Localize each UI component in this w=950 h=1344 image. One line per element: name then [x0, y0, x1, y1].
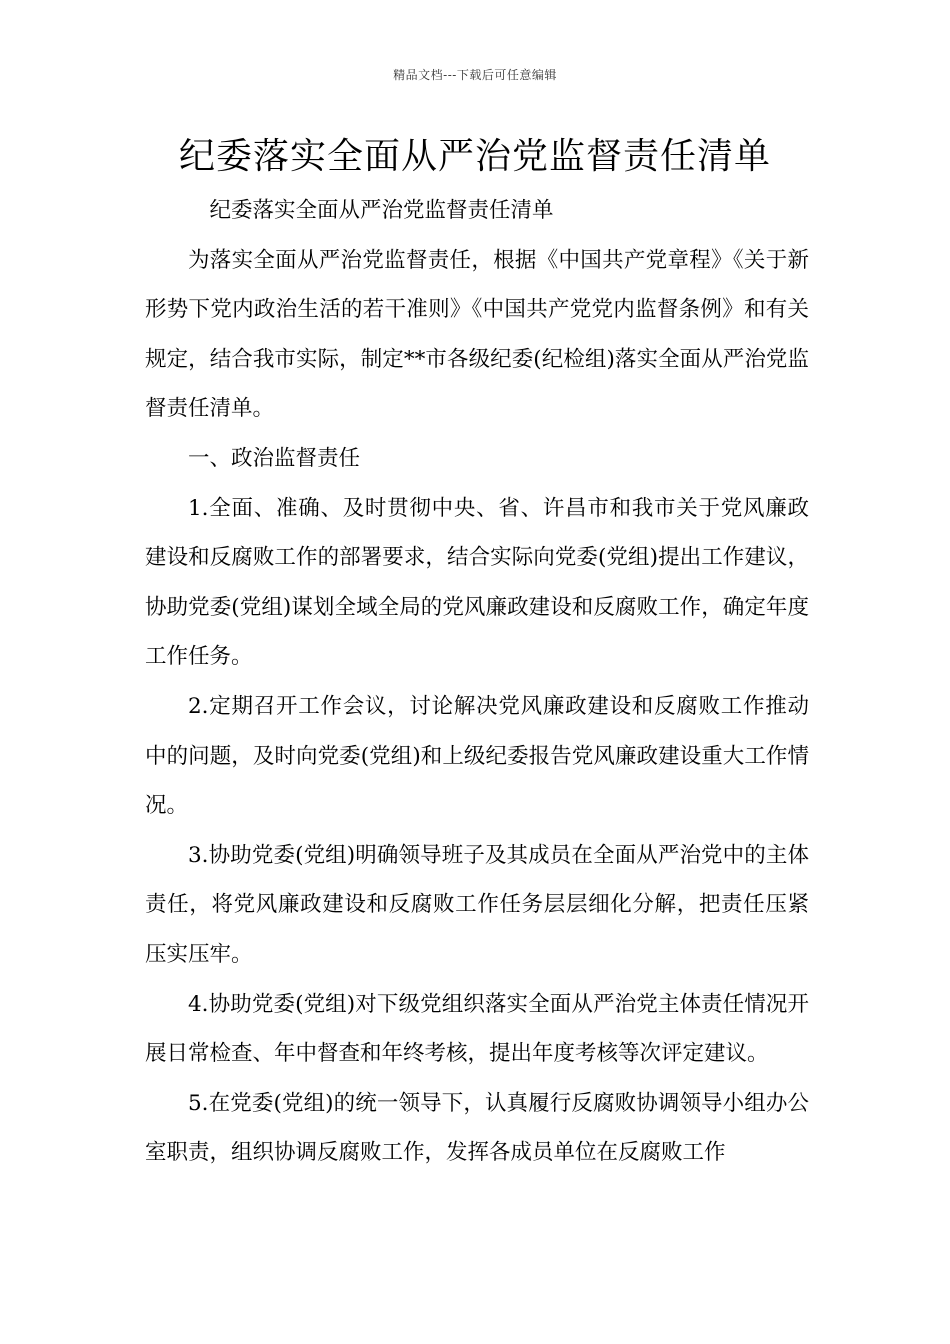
- document-title: 纪委落实全面从严治党监督责任清单: [178, 136, 771, 177]
- paragraph-item-4: 4.协助党委(党组)对下级党组织落实全面从严治党主体责任情况开展日常检查、年中督查和年终考核，提出年度考核等次评定建议。: [145, 991, 809, 1067]
- page-header: 精品文档---下载后可任意编辑: [393, 68, 557, 82]
- paragraph-item-3: 3.协助党委(党组)明确领导班子及其成员在全面从严治党中的主体责任，将党风廉政建设和反腐败工作任务层层细化分解，把责任压紧压实压牢。: [145, 842, 809, 967]
- paragraph-item-1: 1.全面、准确、及时贯彻中央、省、许昌市和我市关于党风廉政建设和反腐败工作的部署要求，结合实际向党委(党组)提出工作建议，协助党委(党组)谋划全域全局的党风廉政建设和反腐败工作，确定年度工作任务。: [145, 495, 809, 670]
- document-subtitle: 纪委落实全面从严治党监督责任清单: [209, 198, 554, 223]
- section-heading: 一、政治监督责任: [188, 445, 361, 471]
- document-body: [145, 186, 809, 1178]
- paragraph-intro: 为落实全面从严治党监督责任，根据《中国共产党章程》《关于新形势下党内政治生活的若干准则》《中国共产党党内监督条例》和有关规定，结合我市实际，制定**市各级纪委(纪检组)落实全面从严治党监督责任清单。: [145, 247, 809, 422]
- paragraph-item-2: 2.定期召开工作会议，讨论解决党风廉政建设和反腐败工作推动中的问题，及时向党委(党组)和上级纪委报告党风廉政建设重大工作情况。: [145, 693, 809, 819]
- paragraph-item-5: 5.在党委(党组)的统一领导下，认真履行反腐败协调领导小组办公室职责，组织协调反腐败工作，发挥各成员单位在反腐败工作: [145, 1090, 809, 1166]
